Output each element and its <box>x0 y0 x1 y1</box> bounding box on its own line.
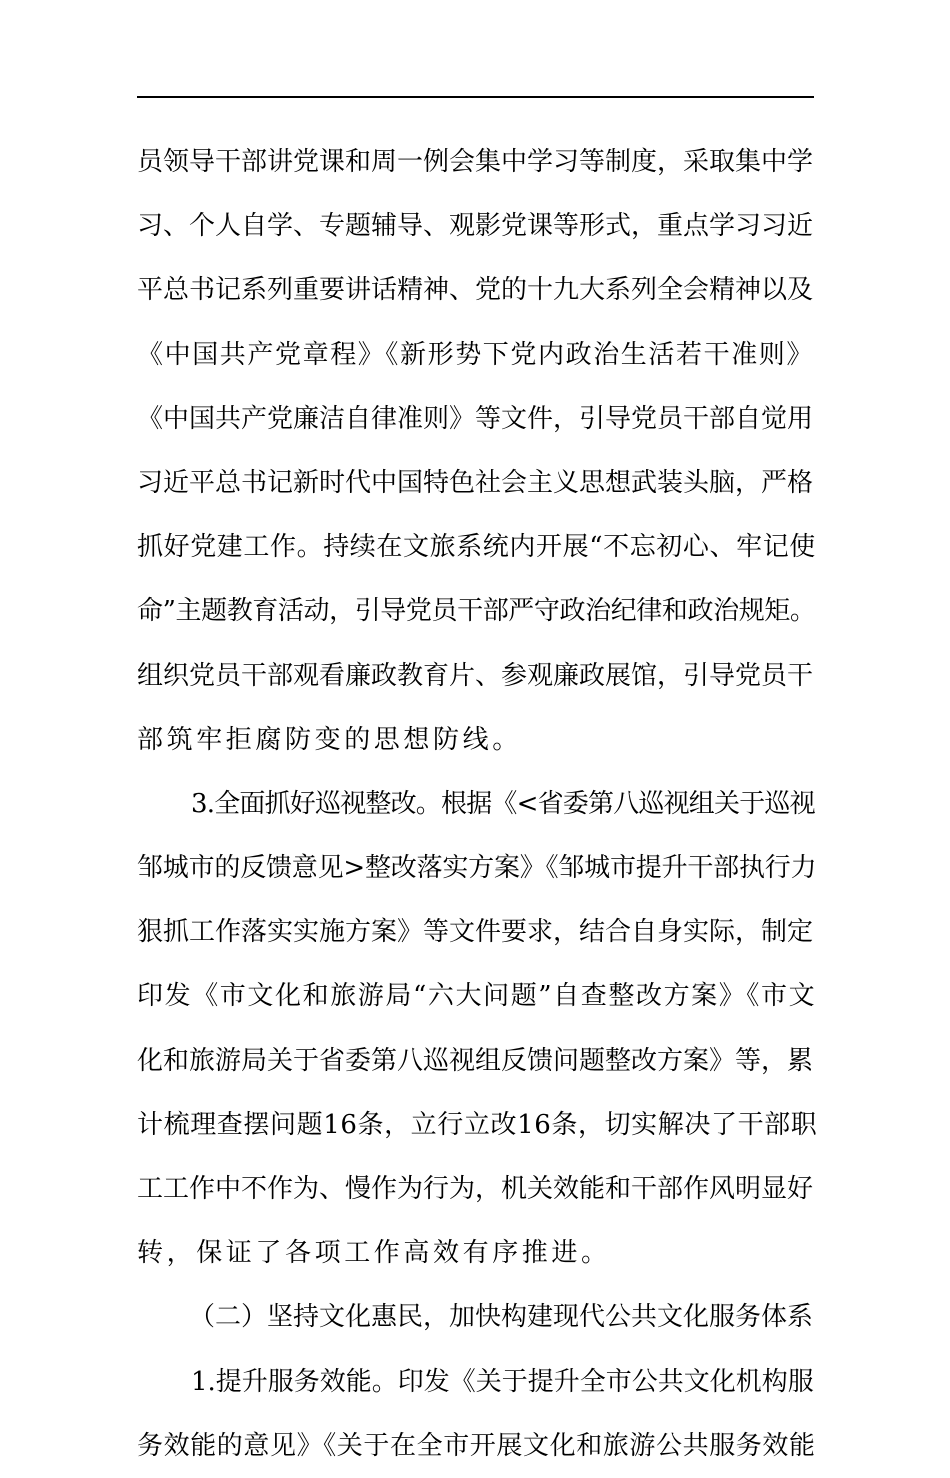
text-line: 邹城市的反馈意见>整改落实方案》《邹城市提升干部执行力 <box>137 853 817 884</box>
text-line: 化和旅游局关于省委第八巡视组反馈问题整改方案》等，累 <box>137 1045 814 1076</box>
text-line: 习近平总书记新时代中国特色社会主义思想武装头脑，严格 <box>137 467 814 498</box>
text-line: 务效能的意见》《关于在全市开展文化和旅游公共服务效能 <box>137 1430 816 1461</box>
text-line: 计梳理查摆问题16条，立行立改16条，切实解决了干部职 <box>137 1109 818 1140</box>
header-rule <box>137 96 814 98</box>
text-line: 印发《市文化和旅游局“六大问题”自查整改方案》《市文 <box>137 981 817 1012</box>
text-line: 《中国共产党章程》《新形势下党内政治生活若干准则》 <box>137 339 815 370</box>
paragraph-start-line: 1.提升服务效能。印发《关于提升全市公共文化机构服 <box>191 1366 814 1397</box>
text-line: 转，保证了各项工作高效有序推进。 <box>137 1238 611 1269</box>
text-line: 命”主题教育活动，引导党员干部严守政治纪律和政治规矩。 <box>137 596 816 627</box>
text-line: 组织党员干部观看廉政教育片、参观廉政展馆，引导党员干 <box>137 660 814 691</box>
text-line: 部筑牢拒腐防变的思想防线。 <box>137 724 522 755</box>
paragraph-start-line: 3.全面抓好巡视整改。根据《<省委第八巡视组关于巡视 <box>191 788 815 819</box>
text-line: 《中国共产党廉洁自律准则》等文件，引导党员干部自觉用 <box>137 403 814 434</box>
text-line: 工工作中不作为、慢作为行为，机关效能和干部作风明显好 <box>137 1174 814 1204</box>
text-line: 习、个人自学、专题辅导、观影党课等形式，重点学习习近 <box>137 211 814 242</box>
text-line: 平总书记系列重要讲话精神、党的十九大系列全会精神以及 <box>137 275 814 306</box>
document-body <box>137 130 817 1478</box>
text-line: 员领导干部讲党课和周一例会集中学习等制度，采取集中学 <box>137 147 814 177</box>
text-line: 抓好党建工作。持续在文旅系统内开展“不忘初心、牢记使 <box>137 532 816 563</box>
section-heading: （二）坚持文化惠民，加快构建现代公共文化服务体系 <box>189 1302 814 1333</box>
text-line: 狠抓工作落实实施方案》等文件要求，结合自身实际，制定 <box>137 917 814 948</box>
